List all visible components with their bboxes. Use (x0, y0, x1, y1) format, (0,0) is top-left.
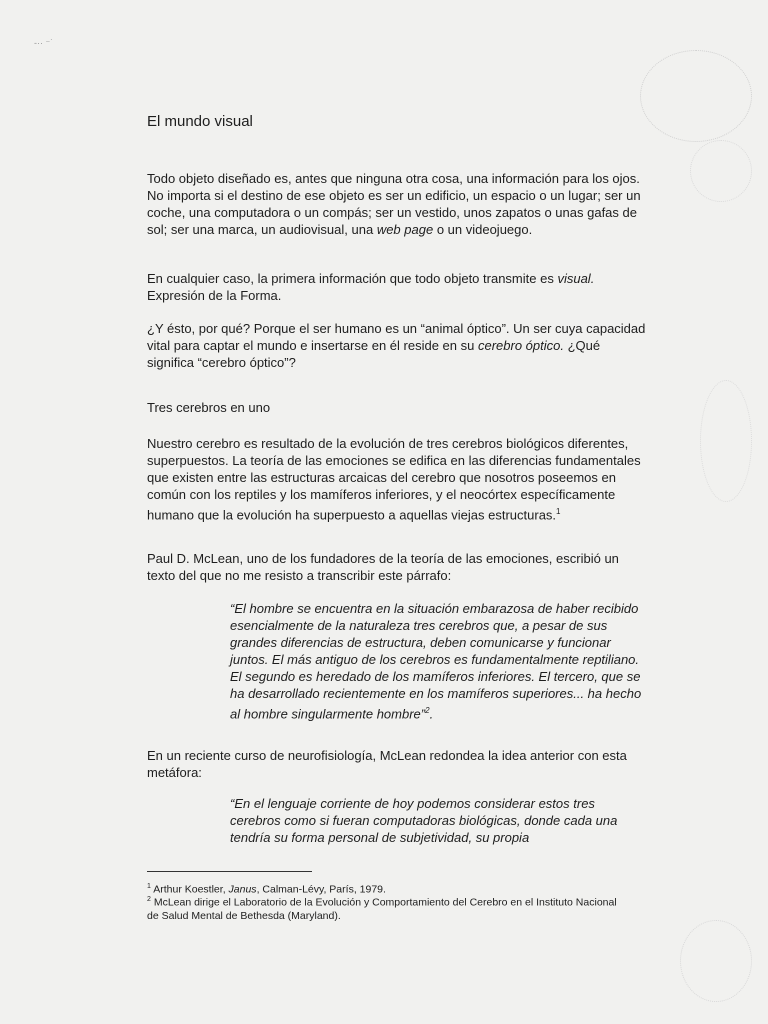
paragraph-6: En un reciente curso de neurofisiología, McLean redondea la idea anterior con esta metáfora: (147, 748, 627, 780)
section-heading: Tres cerebros en uno (147, 400, 271, 415)
scan-speck: -·· ⁻˙ (34, 38, 54, 48)
scan-smudge (700, 380, 752, 502)
page-title: El mundo visual (147, 113, 253, 131)
footnote-2: $^2$ McLean dirige el Laboratorio de la Evolución y Comportamiento del Cerebro en el Instituto Nacional de Salud Mental de Bethesda (Maryland). (147, 896, 617, 922)
paragraph-3: ¿Y ésto, por qué? Porque el ser humano es un “animal óptico”. Un ser cuya capacidad vital para captar el mundo e insertarse en él reside en su cerebro óptico. ¿Qué significa “cerebro óptico”? (147, 321, 646, 370)
paragraph-5: Paul D. McLean, uno de los fundadores de la teoría de las emociones, escribió un texto del que no me resisto a transcribir este párrafo: (147, 551, 619, 583)
footnote-ref: 2 (425, 706, 430, 715)
scan-smudge (640, 50, 752, 142)
scan-smudge (680, 920, 752, 1002)
footnote-divider (147, 871, 312, 872)
footnote-1: $^1$ Arthur Koestler, Janus, Calman-Lévy, París, 1979. (147, 883, 386, 896)
paragraph-2: En cualquier caso, la primera información que todo objeto transmite es visual. Expresión de la Forma. (147, 271, 595, 303)
footnote-ref: 1 (556, 507, 561, 516)
paragraph-4: Nuestro cerebro es resultado de la evolución de tres cerebros biológicos diferentes, superpuestos. La teoría de las emociones se edifica en las diferencias fundamentales que existen entre las estructuras arcaicas del cerebro que nosotros poseemos en común con los reptiles y los mamíferos inferiores, y el neocórtex específicamente humano que la evolución ha superpuesto a aquellas viejas estructuras.$^1$ (147, 436, 641, 523)
block-quote-1: “El hombre se encuentra en la situación embarazosa de haber recibido esencialmente de la naturaleza tres cerebros que, a pesar de sus grandes diferencias de estructura, deben comunicarse y funcionar juntos. El más antiguo de los cerebros es fundamentalmente reptiliano. El segundo es heredado de los mamíferos inferiores. El tercero, que se ha desarrollado recientemente en los mamíferos superiores... ha hecho al hombre singularmente hombre”$^2$. (230, 601, 642, 722)
block-quote-2: “En el lenguaje corriente de hoy podemos considerar estos tres cerebros como si fueran computadoras biológicas, donde cada una tendría su forma personal de subjetividad, su propia (230, 796, 618, 845)
paragraph-1: Todo objeto diseñado es, antes que ninguna otra cosa, una información para los ojos. No importa si el destino de ese objeto es ser un edificio, un espacio o un lugar; ser un coche, una computadora o un compás; ser un vestido, unos zapatos o unas gafas de sol; ser una marca, un audiovisual, una web page o un videojuego. (147, 171, 641, 237)
scan-smudge (690, 140, 752, 202)
